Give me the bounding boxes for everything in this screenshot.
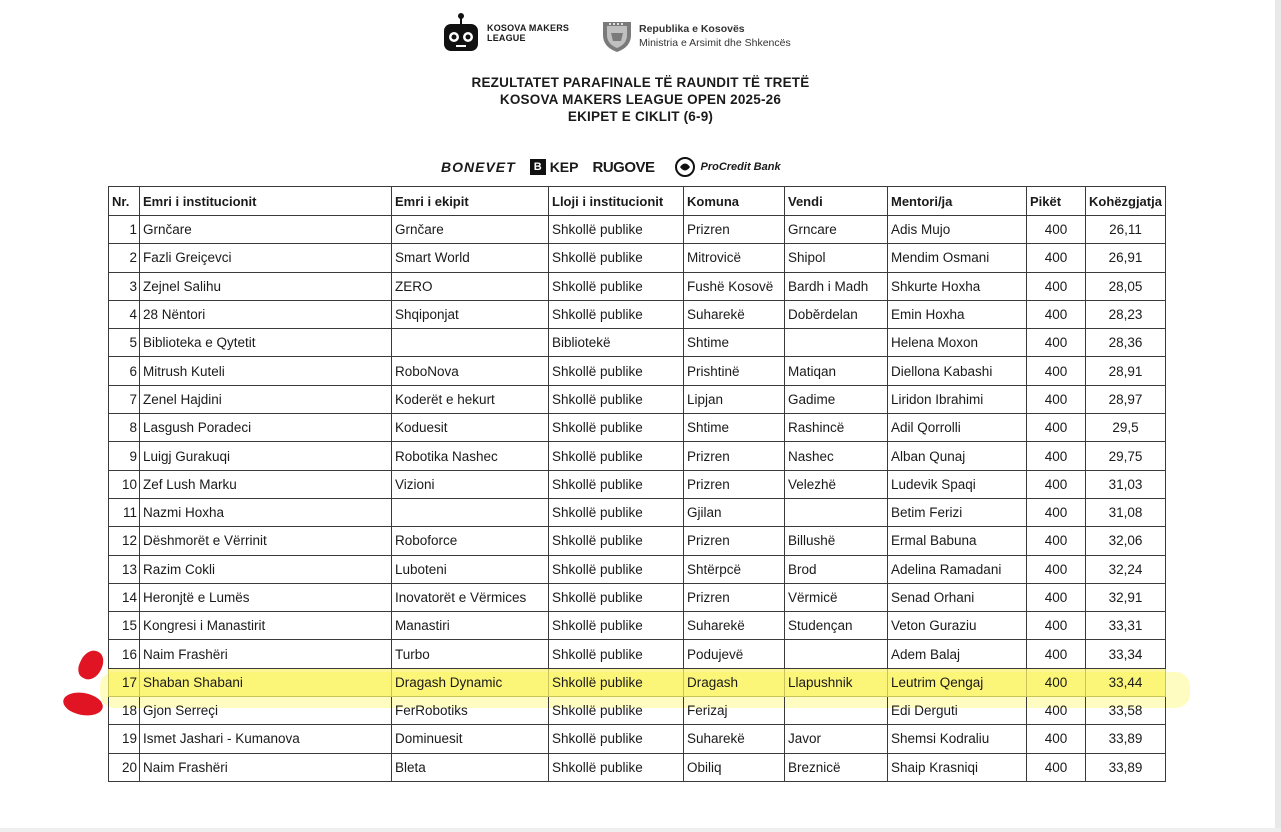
cell-nr: 6 — [109, 357, 140, 385]
cell-institution: Naim Frashëri — [140, 640, 392, 668]
cell-team: Inovatorët e Vërmices — [392, 583, 549, 611]
cell-municipality: Prishtinë — [684, 357, 785, 385]
cell-municipality: Gjilan — [684, 498, 785, 526]
sponsor-logos — [441, 155, 781, 179]
cell-duration: 33,34 — [1086, 640, 1166, 668]
sponsor-bonevet: BONEVET — [441, 159, 516, 175]
cell-place: Studençan — [785, 612, 888, 640]
cell-place: Grncare — [785, 216, 888, 244]
cell-mentor: Adem Balaj — [888, 640, 1027, 668]
cell-team: FerRobotiks — [392, 697, 549, 725]
cell-institution: 28 Nëntori — [140, 300, 392, 328]
table-row — [109, 498, 1166, 526]
sponsor-procredit-label: ProCredit Bank — [700, 161, 781, 173]
table-row — [109, 329, 1166, 357]
cell-municipality: Suharekë — [684, 300, 785, 328]
cell-mentor: Adis Mujo — [888, 216, 1027, 244]
table-row — [109, 725, 1166, 753]
cell-nr: 8 — [109, 414, 140, 442]
table-row — [109, 753, 1166, 781]
cell-institution: Gjon Serreçi — [140, 697, 392, 725]
cell-mentor: Edi Derguti — [888, 697, 1027, 725]
cell-mentor: Shaip Krasniqi — [888, 753, 1027, 781]
cell-team: Smart World — [392, 244, 549, 272]
table-row — [109, 244, 1166, 272]
cell-team — [392, 329, 549, 357]
cell-mentor: Diellona Kabashi — [888, 357, 1027, 385]
cell-institution-type: Shkollë publike — [549, 498, 684, 526]
cell-municipality: Prizren — [684, 583, 785, 611]
cell-mentor: Senad Orhani — [888, 583, 1027, 611]
cell-institution-type: Shkollë publike — [549, 725, 684, 753]
cell-institution: Grnčare — [140, 216, 392, 244]
cell-points: 400 — [1027, 414, 1086, 442]
column-header-place: Vendi — [785, 187, 888, 216]
column-header-mentor: Mentori/ja — [888, 187, 1027, 216]
cell-team: RoboNova — [392, 357, 549, 385]
cell-mentor: Ermal Babuna — [888, 527, 1027, 555]
cell-duration: 33,58 — [1086, 697, 1166, 725]
cell-place: Shipol — [785, 244, 888, 272]
cell-points: 400 — [1027, 329, 1086, 357]
cell-institution-type: Bibliotekë — [549, 329, 684, 357]
cell-institution-type: Shkollë publike — [549, 640, 684, 668]
cell-institution-type: Shkollë publike — [549, 697, 684, 725]
cell-duration: 33,89 — [1086, 753, 1166, 781]
cell-place: Brod — [785, 555, 888, 583]
cell-institution-type: Shkollë publike — [549, 300, 684, 328]
cell-mentor: Alban Qunaj — [888, 442, 1027, 470]
title-line-2: KOSOVA MAKERS LEAGUE OPEN 2025-26 — [499, 92, 782, 107]
cell-institution: Shaban Shabani — [140, 668, 392, 696]
cell-nr: 13 — [109, 555, 140, 583]
cell-duration: 33,31 — [1086, 612, 1166, 640]
table-row — [109, 668, 1166, 696]
cell-points: 400 — [1027, 470, 1086, 498]
cell-institution-type: Shkollë publike — [549, 527, 684, 555]
cell-municipality: Podujevë — [684, 640, 785, 668]
cell-duration: 28,36 — [1086, 329, 1166, 357]
table-header-row — [109, 187, 1166, 216]
table-row — [109, 216, 1166, 244]
cell-nr: 4 — [109, 300, 140, 328]
cell-team — [392, 498, 549, 526]
cell-municipality: Dragash — [684, 668, 785, 696]
cell-place: Rashincë — [785, 414, 888, 442]
cell-nr: 18 — [109, 697, 140, 725]
cell-duration: 28,97 — [1086, 385, 1166, 413]
table-row — [109, 583, 1166, 611]
cell-place: Gadime — [785, 385, 888, 413]
cell-institution: Fazli Greiçevci — [140, 244, 392, 272]
cell-points: 400 — [1027, 244, 1086, 272]
cell-nr: 9 — [109, 442, 140, 470]
cell-nr: 15 — [109, 612, 140, 640]
cell-institution-type: Shkollë publike — [549, 357, 684, 385]
cell-place: Breznicë — [785, 753, 888, 781]
cell-points: 400 — [1027, 640, 1086, 668]
table-row — [109, 272, 1166, 300]
cell-institution: Lasgush Poradeci — [140, 414, 392, 442]
cell-team: Grnčare — [392, 216, 549, 244]
cell-mentor: Veton Guraziu — [888, 612, 1027, 640]
title-line-1: REZULTATET PARAFINALE TË RAUNDIT TË TRETË — [471, 75, 810, 90]
cell-municipality: Prizren — [684, 442, 785, 470]
cell-institution: Kongresi i Manastirit — [140, 612, 392, 640]
cell-institution-type: Shkollë publike — [549, 612, 684, 640]
cell-nr: 10 — [109, 470, 140, 498]
cell-team: Bleta — [392, 753, 549, 781]
cell-institution-type: Shkollë publike — [549, 753, 684, 781]
cell-nr: 14 — [109, 583, 140, 611]
cell-municipality: Prizren — [684, 527, 785, 555]
table-row — [109, 470, 1166, 498]
cell-institution: Zejnel Salihu — [140, 272, 392, 300]
sponsor-kep-label: KEP — [549, 159, 579, 175]
cell-institution: Heronjtë e Lumës — [140, 583, 392, 611]
sponsor-rugove: RUGOVE — [592, 158, 655, 176]
cell-mentor: Adil Qorrolli — [888, 414, 1027, 442]
cell-municipality: Suharekë — [684, 725, 785, 753]
cell-points: 400 — [1027, 697, 1086, 725]
cell-points: 400 — [1027, 753, 1086, 781]
cell-team: Vizioni — [392, 470, 549, 498]
cell-team: Koduesit — [392, 414, 549, 442]
cell-nr: 7 — [109, 385, 140, 413]
cell-institution: Nazmi Hoxha — [140, 498, 392, 526]
cell-mentor: Shkurte Hoxha — [888, 272, 1027, 300]
cell-institution: Luigj Gurakuqi — [140, 442, 392, 470]
column-header-institution: Emri i institucionit — [140, 187, 392, 216]
cell-municipality: Shtërpcë — [684, 555, 785, 583]
cell-points: 400 — [1027, 583, 1086, 611]
cell-institution-type: Shkollë publike — [549, 414, 684, 442]
cell-mentor: Ludevik Spaqi — [888, 470, 1027, 498]
cell-mentor: Betim Ferizi — [888, 498, 1027, 526]
cell-team: ZERO — [392, 272, 549, 300]
column-header-team: Emri i ekipit — [392, 187, 549, 216]
cell-team: Turbo — [392, 640, 549, 668]
cell-points: 400 — [1027, 216, 1086, 244]
table-body — [109, 216, 1166, 782]
cell-place — [785, 329, 888, 357]
cell-mentor: Emin Hoxha — [888, 300, 1027, 328]
cell-duration: 28,23 — [1086, 300, 1166, 328]
cell-municipality: Prizren — [684, 470, 785, 498]
republic-name: Republika e Kosovës — [639, 23, 745, 35]
cell-duration: 29,5 — [1086, 414, 1166, 442]
kml-logo-line2: LEAGUE — [487, 33, 526, 43]
table-row — [109, 697, 1166, 725]
cell-institution-type: Shkollë publike — [549, 216, 684, 244]
cell-institution: Mitrush Kuteli — [140, 357, 392, 385]
cell-duration: 26,11 — [1086, 216, 1166, 244]
cell-duration: 31,08 — [1086, 498, 1166, 526]
sponsor-procredit — [675, 157, 781, 177]
results-table — [108, 186, 1166, 782]
cell-mentor: Adelina Ramadani — [888, 555, 1027, 583]
cell-place: Billushë — [785, 527, 888, 555]
cell-points: 400 — [1027, 385, 1086, 413]
document-titles — [0, 74, 1281, 125]
cell-nr: 19 — [109, 725, 140, 753]
cell-place: Doběrdelan — [785, 300, 888, 328]
cell-institution: Zenel Hajdini — [140, 385, 392, 413]
cell-municipality: Obiliq — [684, 753, 785, 781]
table-row — [109, 357, 1166, 385]
cell-nr: 5 — [109, 329, 140, 357]
cell-place: Javor — [785, 725, 888, 753]
cell-institution: Ismet Jashari - Kumanova — [140, 725, 392, 753]
cell-nr: 3 — [109, 272, 140, 300]
column-header-nr: Nr. — [109, 187, 140, 216]
kml-logo — [441, 12, 569, 54]
table-row — [109, 640, 1166, 668]
page-edge-bottom — [0, 828, 1281, 832]
cell-institution: Dëshmorët e Vërrinit — [140, 527, 392, 555]
table-row — [109, 414, 1166, 442]
cell-nr: 20 — [109, 753, 140, 781]
cell-municipality: Ferizaj — [684, 697, 785, 725]
cell-nr: 1 — [109, 216, 140, 244]
robot-icon — [441, 12, 481, 54]
cell-institution-type: Shkollë publike — [549, 668, 684, 696]
cell-place: Nashec — [785, 442, 888, 470]
table-row — [109, 527, 1166, 555]
cell-points: 400 — [1027, 527, 1086, 555]
cell-institution-type: Shkollë publike — [549, 272, 684, 300]
cell-points: 400 — [1027, 612, 1086, 640]
cell-duration: 29,75 — [1086, 442, 1166, 470]
cell-points: 400 — [1027, 498, 1086, 526]
cell-institution: Zef Lush Marku — [140, 470, 392, 498]
cell-place: Bardh i Madh — [785, 272, 888, 300]
cell-duration: 28,91 — [1086, 357, 1166, 385]
cell-duration: 26,91 — [1086, 244, 1166, 272]
cell-team: Dominuesit — [392, 725, 549, 753]
cell-place — [785, 640, 888, 668]
cell-mentor: Helena Moxon — [888, 329, 1027, 357]
table-row — [109, 442, 1166, 470]
coat-of-arms-icon — [601, 19, 633, 53]
cell-municipality: Lipjan — [684, 385, 785, 413]
cell-institution-type: Shkollë publike — [549, 385, 684, 413]
cell-team: Robotika Nashec — [392, 442, 549, 470]
republic-logo — [601, 19, 791, 53]
cell-place — [785, 697, 888, 725]
cell-team: Shqiponjat — [392, 300, 549, 328]
cell-points: 400 — [1027, 442, 1086, 470]
cell-team: Dragash Dynamic — [392, 668, 549, 696]
cell-points: 400 — [1027, 555, 1086, 583]
cell-nr: 11 — [109, 498, 140, 526]
cell-team: Luboteni — [392, 555, 549, 583]
cell-team: Manastiri — [392, 612, 549, 640]
cell-points: 400 — [1027, 357, 1086, 385]
cell-municipality: Suharekë — [684, 612, 785, 640]
cell-points: 400 — [1027, 725, 1086, 753]
cell-mentor: Shemsi Kodraliu — [888, 725, 1027, 753]
column-header-municipality: Komuna — [684, 187, 785, 216]
column-header-institution-type: Lloji i institucionit — [549, 187, 684, 216]
cell-institution-type: Shkollë publike — [549, 470, 684, 498]
kml-logo-line1: KOSOVA MAKERS — [487, 23, 570, 33]
cell-place: Vërmicë — [785, 583, 888, 611]
cell-team: Roboforce — [392, 527, 549, 555]
cell-institution-type: Shkollë publike — [549, 244, 684, 272]
table-row — [109, 385, 1166, 413]
ministry-name: Ministria e Arsimit dhe Shkencës — [639, 37, 791, 49]
title-line-3: EKIPET E CIKLIT (6-9) — [567, 109, 714, 124]
cell-municipality: Fushë Kosovë — [684, 272, 785, 300]
cell-mentor: Liridon Ibrahimi — [888, 385, 1027, 413]
cell-institution: Biblioteka e Qytetit — [140, 329, 392, 357]
cell-nr: 2 — [109, 244, 140, 272]
table-row — [109, 555, 1166, 583]
cell-duration: 32,24 — [1086, 555, 1166, 583]
cell-duration: 33,89 — [1086, 725, 1166, 753]
column-header-points: Pikët — [1027, 187, 1086, 216]
cell-institution-type: Shkollë publike — [549, 583, 684, 611]
cell-institution: Naim Frashëri — [140, 753, 392, 781]
cell-nr: 12 — [109, 527, 140, 555]
cell-institution-type: Shkollë publike — [549, 555, 684, 583]
cell-duration: 32,06 — [1086, 527, 1166, 555]
cell-municipality: Shtime — [684, 414, 785, 442]
cell-institution: Razim Cokli — [140, 555, 392, 583]
cell-points: 400 — [1027, 272, 1086, 300]
cell-place: Velezhë — [785, 470, 888, 498]
red-annotation-mark — [61, 690, 104, 719]
sponsor-kep — [530, 159, 579, 175]
cell-duration: 28,05 — [1086, 272, 1166, 300]
cell-institution-type: Shkollë publike — [549, 442, 684, 470]
kep-icon: B — [530, 159, 546, 175]
red-annotation-mark — [75, 647, 108, 683]
cell-municipality: Shtime — [684, 329, 785, 357]
cell-mentor: Mendim Osmani — [888, 244, 1027, 272]
cell-nr: 17 — [109, 668, 140, 696]
cell-nr: 16 — [109, 640, 140, 668]
procredit-icon — [675, 157, 695, 177]
cell-duration: 32,91 — [1086, 583, 1166, 611]
cell-duration: 33,44 — [1086, 668, 1166, 696]
cell-points: 400 — [1027, 668, 1086, 696]
cell-place: Llapushnik — [785, 668, 888, 696]
cell-municipality: Mitrovicë — [684, 244, 785, 272]
cell-place — [785, 498, 888, 526]
table-row — [109, 612, 1166, 640]
cell-points: 400 — [1027, 300, 1086, 328]
column-header-duration: Kohëzgjatja — [1086, 187, 1166, 216]
table-row — [109, 300, 1166, 328]
cell-place: Matiqan — [785, 357, 888, 385]
cell-municipality: Prizren — [684, 216, 785, 244]
cell-team: Koderët e hekurt — [392, 385, 549, 413]
cell-mentor: Leutrim Qengaj — [888, 668, 1027, 696]
cell-duration: 31,03 — [1086, 470, 1166, 498]
